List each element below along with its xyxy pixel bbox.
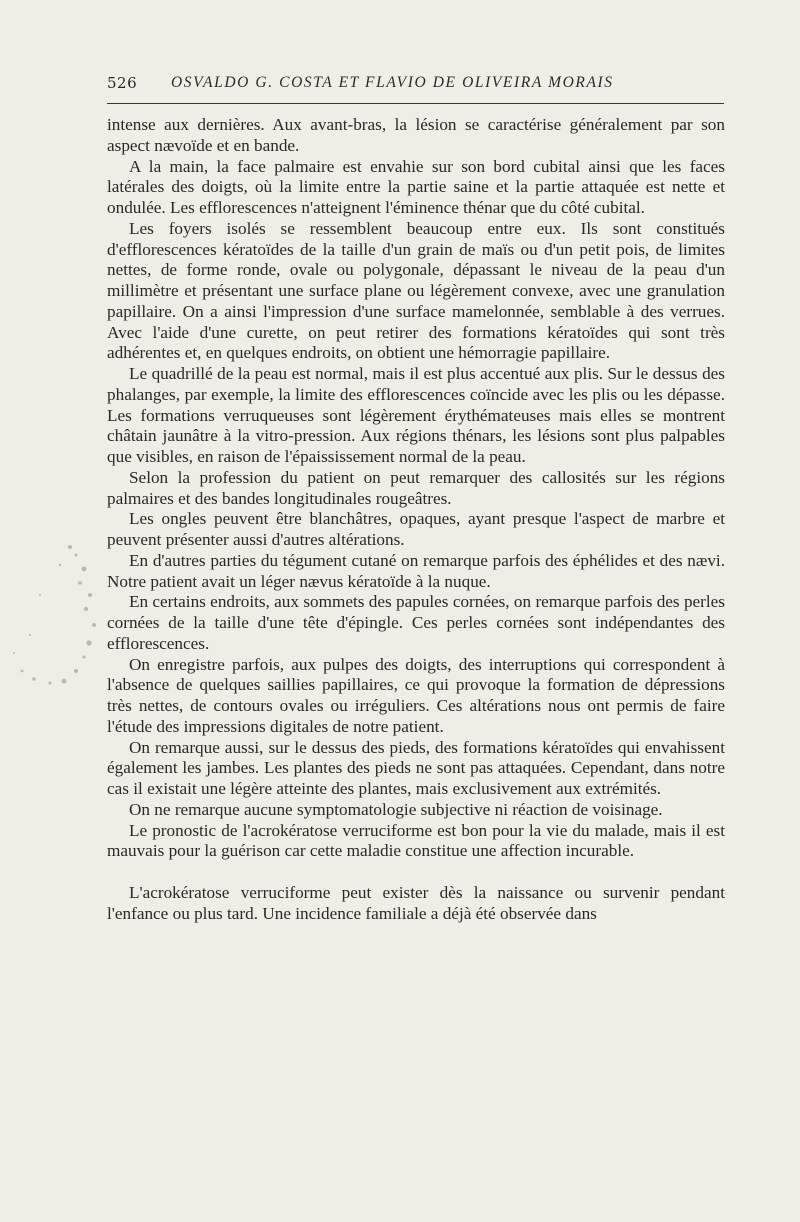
body-text — [107, 115, 725, 925]
paragraph: A la main, la face palmaire est envahie sur son bord cubital ainsi que les faces latérales des doigts, où la limite entre la partie saine et la partie attaquée est nette et ondulée. Les efflorescences n'atteignent l'éminence thénar que du côté cubital. — [107, 156, 725, 217]
paragraph: Les ongles peuvent être blanchâtres, opaques, ayant presque l'aspect de marbre et peuvent présenter aussi d'autres altérations. — [107, 509, 725, 549]
header-rule — [107, 103, 724, 104]
paragraph: Le quadrillé de la peau est normal, mais il est plus accentué aux plis. Sur le dessus des phalanges, par exemple, la limite des efflorescences coïncide avec les plis ou les dépasse. Les formations verruqueuses sont légèrement érythémateuses mais elles se montrent châtain jaunâtre à la vitro-pression. Aux régions thénars, les lésions sont plus palpables que visibles, en raison de l'épaississement normal de la peau. — [107, 364, 725, 466]
paragraph: On ne remarque aucune symptomatologie subjective ni réaction de voisinage. — [129, 799, 663, 819]
paragraph: L'acrokératose verruciforme peut exister dès la naissance ou survenir pendant l'enfance ou plus tard. Une incidence familiale a déjà été observée dans — [107, 883, 725, 923]
paragraph: Le pronostic de l'acrokératose verruciforme est bon pour la vie du malade, mais il est mauvais pour la guérison car cette maladie constitue une affection incurable. — [107, 820, 725, 861]
paragraph: Selon la profession du patient on peut remarquer des callosités sur les régions palmaires et des bandes longitudinales rougeâtres. — [107, 467, 725, 508]
paragraph: En certains endroits, aux sommets des papules cornées, on remarque parfois des perles cornées de la taille d'une tête d'épingle. Ces perles cornées sont indépendantes des efflorescences. — [107, 592, 725, 653]
paragraph: Les foyers isolés se ressemblent beaucoup entre eux. Ils sont constitués d'efflorescences kératoïdes de la taille d'un grain de maïs ou d'un petit pois, de limites nettes, de forme ronde, ovale ou polygonale, dépassant le niveau de la peau d'un millimètre et présentant une surface plane ou légèrement convexe, avec une granulation papillaire. On a ainsi l'impression d'une surface mamelonnée, semblable à des verrues. Avec l'aide d'une curette, on peut retirer des formations kératoïdes qui sont très adhérentes et, en quelques endroits, on obtient une hémorragie papillaire. — [107, 218, 725, 363]
paragraph: On enregistre parfois, aux pulpes des doigts, des interruptions qui correspondent à l'absence de quelques saillies papillaires, ce qui provoque la formation de dépressions très nettes, de contours ovales ou irréguliers. Ces altérations nous ont permis de faire l'étude des impressions digitales de notre patient. — [107, 654, 725, 736]
paragraph: En d'autres parties du tégument cutané on remarque parfois des éphélides et des nævi. Notre patient avait un léger nævus kératoïde à la nuque. — [107, 550, 725, 591]
paragraph-continued: intense aux dernières. Aux avant-bras, la lésion se caractérise généralement par son aspect nævoïde et en bande. — [107, 115, 725, 155]
running-head — [107, 74, 724, 98]
page-number: 526 — [107, 74, 138, 92]
paragraph: On remarque aussi, sur le dessus des pieds, des formations kératoïdes qui envahissent également les jambes. Les plantes des pieds ne sont pas attaquées. Cependant, dans notre cas il existait une légère atteinte des plantes, mais exclusivement aux extrémités. — [107, 737, 725, 798]
margin-stamp-marks — [0, 525, 105, 715]
running-title: OSVALDO G. COSTA ET FLAVIO DE OLIVEIRA MORAIS — [171, 74, 614, 91]
